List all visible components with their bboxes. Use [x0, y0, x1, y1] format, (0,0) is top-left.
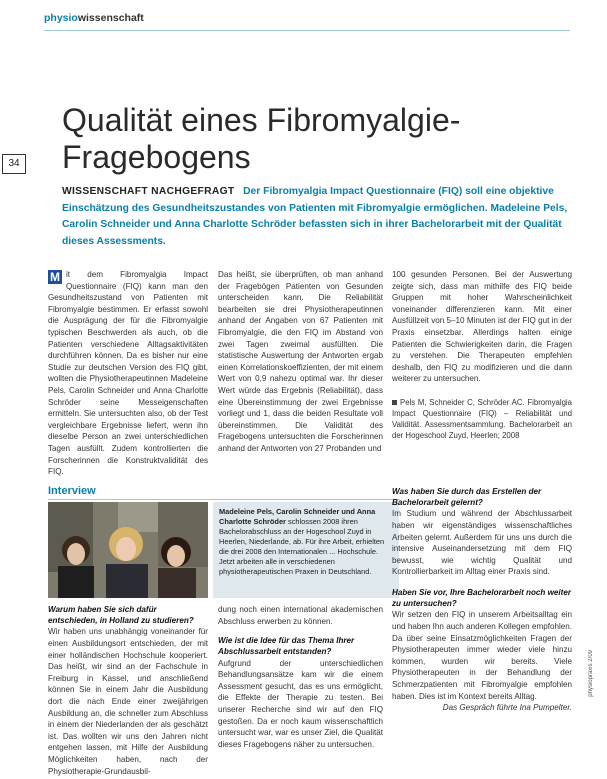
reference	[392, 397, 572, 441]
article-column-2: Das heißt, sie überprüften, ob man anhand der Fragebögen Patienten von Gesunden unterscheiden kann. Die Reliabilität bearbeiten sie drei Physiotherapeutinnen anhand der Angaben von 67 Patienten mit Fibromyalgie, die den FIQ im Abstand von zwei Tagen zweimal ausfüllten. Die statistische Auswertung der Antworten ergab einen Korrelationskoeffizienten, der mit einem Wert von 0,9 nahezu optimal war. Ihr dieser Wert würde das Ergebnis (Reliabilität), dass eine Übereinstimmung der zwei Ergebnisse vorliegt und 1, dass die beiden Resultate voll übereinstimmen. Die Validität des Fragebogens untersuchten die Forscherinnen anhand der Antworten von 27 Probanden und	[218, 270, 383, 453]
answer-1: Wir haben uns unabhängig voneinander für einen Ausbildungsort entschieden, der mit einer holländischen Hochschule kooperiert. Das heißt, wir sind an der Fachschule in Freiburg in Kassel, und anschließend können Sie in einem Jahr die Ausbildung dort die nach Ende einer zweijährigen Ausbildung an, die schneller zum Abschluss in einem der Niederlanden der als geschätzt ist. Das wollten wir uns den Jahren nicht entgehen lassen, mit Hilfe der Ausbildung Möglichkeiten haben, nach der Physiotherapie-Grundausbil-	[48, 627, 208, 776]
lead-kicker: WISSENSCHAFT NACHGEFRAGT	[62, 186, 235, 197]
photo-caption	[213, 502, 399, 598]
article-column-1	[48, 269, 208, 478]
answer-1-continued: dung noch einen international akademischen Abschluss erwerben zu können.	[218, 605, 383, 626]
article-lead	[62, 184, 572, 250]
question-3: Was haben Sie durch das Erstellen der Bachelorarbeit gelernt?	[392, 487, 542, 508]
caption-names: Madeleine Pels, Carolin Schneider und Anna Charlotte Schröder	[219, 507, 376, 526]
question-2: Wie ist die Idee für das Thema Ihrer Abschlussarbeit entstanden?	[218, 636, 355, 657]
article-title	[62, 102, 460, 176]
section-rest: wissenschaft	[77, 12, 144, 24]
section-prefix: physio	[44, 12, 78, 24]
bullet-square-icon	[392, 400, 397, 405]
page-number: 34	[2, 154, 26, 174]
photo-illustration	[48, 502, 208, 598]
interview-column-1	[48, 604, 208, 777]
interview-column-3	[392, 486, 572, 714]
lead-text: Der Fibromyalgia Impact Questionnaire (FIQ) soll eine objektive Einschätzung des Gesundheitszustandes von Patienten mit Fibromyalgie ermöglichen. Madeleine Pels, Carolin Schneider und Anna Charlotte Schröder befassten sich in ihrer Bachelorarbeit mit der Qualität dieses Assessments.	[62, 186, 568, 247]
interview-label: Interview	[48, 485, 96, 497]
column-1-text: it dem Fibromyalgia Impact Questionnaire (FIQ) kann man den Gesundheitszustand von Patienten mit Fibromyalgie bestimmen. Er erfasst sowohl die Ausprägung der für die Fibromyalgie typischen Beschwerden als auch, ob die Patienten verschiedene Alltagsaktivitäten durchführen können. Da es bisher nur eine Studie zur deutschen Version des FIQ gibt, wollten die Physiotherapeutinnen Madeleine Pels, Carolin Schneider und Anna Charlotte Schröder seine Messeigenschaften ermitteln. Sie untersuchten also, ob der Test vergleichbare Ergebnisse liefert, wenn ihn dieselbe Person an zwei unterschiedlichen Tagen ausfüllt. Zudem kontrollierten die Forscherinnen die Konstruktvalidität des FIQ.	[48, 270, 208, 477]
title-line-1: Qualität eines Fibromyalgie-	[62, 102, 461, 138]
reference-text: Pels M, Schneider C, Schröder AC. Fibromyalgia Impact Questionnaire (FIQ) – Reliabilität und Validität. Assessmentsammlung. Bachelorarbeit an der Hogeschool Zuyd, Heerlen; 2008	[392, 397, 572, 440]
answer-2: Aufgrund der unterschiedlichen Behandlungsansätze kam wir die einem Assessment gesucht, das es uns ermöglicht, die Effekte der Therapie zu testen. Bei unserer Recherche sind wir auf den FIQ gestoßen. Da er noch kaum wissenschaftlich untersucht war, war es unser Ziel, die Qualität dieses Fragebogens näher zu untersuchen.	[218, 658, 383, 749]
title-line-2: Fragebogens	[62, 139, 251, 175]
interview-signature: Das Gespräch führte Ina Pumpelter.	[442, 703, 572, 713]
question-4: Haben Sie vor, Ihre Bachelorarbeit noch weiter zu untersuchen?	[392, 587, 572, 609]
caption-text: schlossen 2008 ihren Bachelorabschluss an der Hogeschool Zuyd in Heerlen, Niederlande, ab. Für ihre Arbeit, erhielten die drei 2008 den Internationalen ... Hochschule. Jetzt arbeiten alle in verschiedenen physiotherapeutischen Praxen in Deutschland.	[219, 517, 385, 576]
question-1: Warum haben Sie sich dafür entschieden, in Holland zu studieren?	[48, 605, 194, 626]
section-heading	[44, 12, 144, 24]
interview-rule	[48, 499, 400, 500]
column-3-text: 100 gesunden Personen. Bei der Auswertung zeigte sich, dass man mithilfe des FIQ beide Gruppen mit hoher Wahrscheinlichkeit voneinander differenzieren kann. Mit einer Ausfüllzeit von 5–10 Minuten ist der FIQ gut in der Praxis einsetzbar. Allerdings halten einige Patienten die Schwierigkeiten darin, die Fragen zu verstehen. Die Therapeuten empfehlen deshalb, den FIQ zu modifizieren und die dann weiterer zu untersuchen.	[392, 270, 572, 384]
answer-3: Im Studium und während der Abschlussarbeit haben wir eigenständiges wissenschaftliches Arbeiten gelernt. Außerdem für uns uns durch die intensive Auseinandersetzung mit dem FIQ bewusst, wie wichtig Qualität und Kontrollierbarkeit im Alltag einer Praxis sind.	[392, 509, 572, 577]
side-note: physiopraxis 2/09	[588, 650, 594, 697]
dropcap: M	[50, 270, 60, 284]
interview-column-2	[218, 604, 383, 750]
article-column-3	[392, 269, 572, 441]
interviewees-photo	[48, 502, 208, 598]
answer-4: Wir setzen den FIQ in unserem Arbeitsalltag ein und haben Ihn auch anderen Kollegen empfohlen. Da über seine Einsatzmöglichkeiten Fragen der Physiotherapeuten immer wieder viele hinzu kommen, wurden wir bereits. Viele Physiotherapeuten in der Behandlung der Schmerzpatienten mit Fibromyalgie empfohlen haben. Dies ist im Kontext bereits Alltag.	[392, 610, 572, 701]
header-rule	[44, 30, 570, 31]
